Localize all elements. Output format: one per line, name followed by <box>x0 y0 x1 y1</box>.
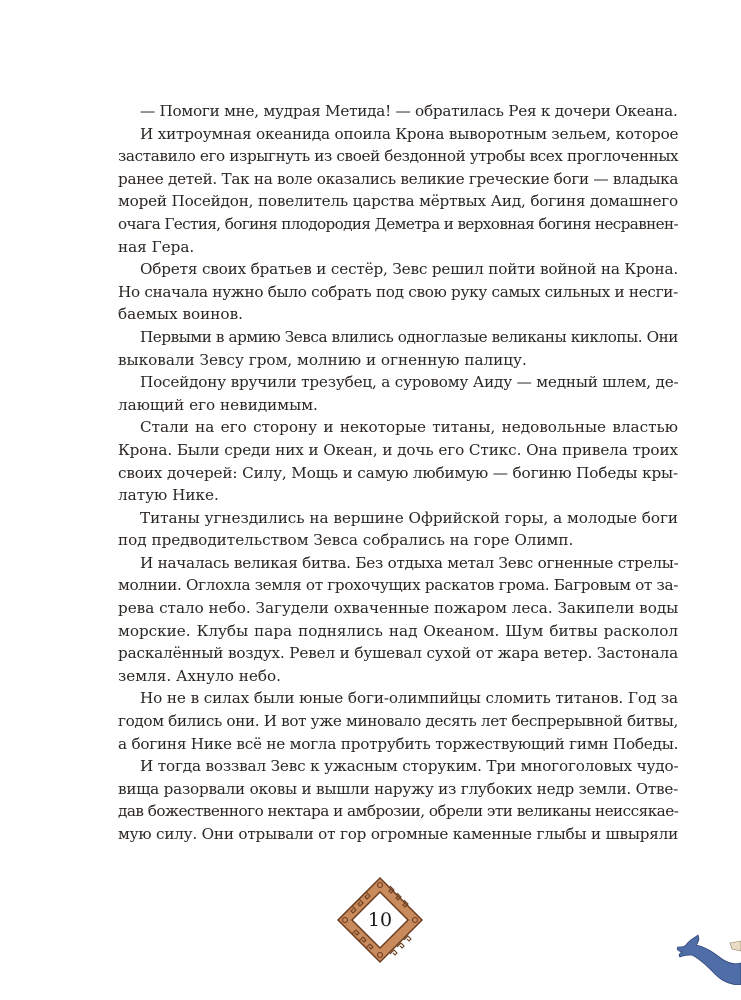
paragraph-first-line: Титаны угнездились на вершине Офрийской горы, а молодые боги <box>140 508 678 527</box>
page-body-text <box>118 100 678 846</box>
page-number: 10 <box>367 909 393 931</box>
paragraph-line: ная Гера. <box>118 237 195 256</box>
paragraph-first-line: Посейдону вручили трезубец, а суровому Аиду — медный шлем, де- <box>140 373 679 392</box>
paragraph-line: Но сначала нужно было собрать под свою руку самых сильных и несги- <box>118 282 678 301</box>
paragraph-first-line: Но не в силах были юные боги-олимпийцы сломить титанов. Год за <box>140 689 678 708</box>
paragraph-line: баемых воинов. <box>118 305 243 324</box>
paragraph-line: своих дочерей: Силу, Мощь и самую любимую — богиню Победы кры- <box>118 463 678 482</box>
paragraph-first-line: Первыми в армию Зевса влились одноглазые великаны киклопы. Они <box>140 327 678 346</box>
paragraph-line: вища разорвали оковы и вышли наружу из глубоких недр земли. Отве- <box>118 779 679 798</box>
paragraph-line: молнии. Оглохла земля от грохочущих раскатов грома. Багровым от за- <box>118 576 678 595</box>
paragraph-line: заставило его изрыгнуть из своей бездонной утробы всех проглоченных <box>118 147 679 166</box>
paragraph-line: земля. Ахнуло небо. <box>118 666 281 685</box>
paragraph-line: очага Гестия, богиня плодородия Деметра и верховная богиня несравнен- <box>118 214 678 233</box>
paragraph-line: выковали Зевсу гром, молнию и огненную палицу. <box>118 350 527 369</box>
paragraph-line: морские. Клубы пара поднялись над Океаном. Шум битвы расколол <box>118 621 678 640</box>
page-number-ornament <box>336 876 424 964</box>
paragraph-first-line: И хитроумная океанида опоила Крона выворотным зельем, которое <box>140 124 679 143</box>
paragraph-line: латую Нике. <box>118 486 219 505</box>
paragraph-first-line: Стали на его сторону и некоторые титаны, недовольные властью <box>140 418 679 437</box>
paragraph-first-line: И тогда воззвал Зевс к ужасным сторуким. Три многоголовых чудо- <box>140 757 679 776</box>
paragraph-line: годом бились они. И вот уже миновало десять лет беспрерывной битвы, <box>118 712 679 731</box>
paragraph-line: раскалённый воздух. Ревел и бушевал сухой от жара ветер. Застонала <box>118 644 678 663</box>
paragraph-line: рева стало небо. Загудели охваченные пожаром леса. Закипели воды <box>118 599 679 618</box>
paragraph-line: лающий его невидимым. <box>118 395 318 414</box>
paragraph-line: под предводительством Зевса собрались на горе Олимп. <box>118 531 574 550</box>
paragraph-line: дав божественного нектара и амброзии, обрели эти великаны неиссякае- <box>118 802 679 821</box>
paragraph-first-line: Обретя своих братьев и сестёр, Зевс решил пойти войной на Крона. <box>140 260 678 279</box>
sea-creature-illustration-icon <box>660 925 741 985</box>
paragraph-line: мую силу. Они отрывали от гор огромные каменные глыбы и швыряли <box>118 825 678 843</box>
paragraph-line: ранее детей. Так на воле оказались великие греческие боги — владыка <box>118 169 679 188</box>
paragraph-line: Крона. Были среди них и Океан, и дочь его Стикс. Она привела троих <box>118 440 678 459</box>
paragraph-first-line: — Помоги мне, мудрая Метида! — обратилась Рея к дочери Океана. <box>140 102 678 120</box>
paragraph-line: а богиня Нике всё не могла протрубить торжествующий гимн Победы. <box>118 734 679 753</box>
paragraph-line: морей Посейдон, повелитель царства мёртвых Аид, богиня домашнего <box>118 192 678 211</box>
paragraph-first-line: И началась великая битва. Без отдыха метал Зевс огненные стрелы- <box>140 553 679 572</box>
